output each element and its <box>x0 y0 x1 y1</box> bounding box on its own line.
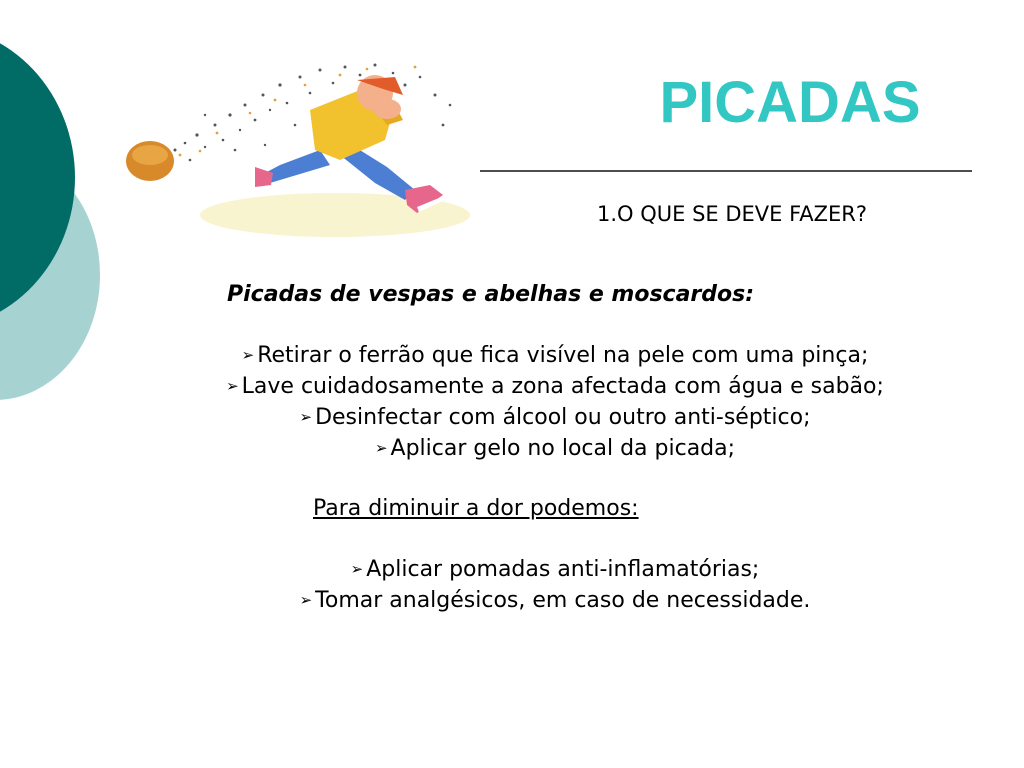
bullet-text: Retirar o ferrão que fica visível na pele com uma pinça; <box>257 343 869 368</box>
bullet-text: Aplicar gelo no local da picada; <box>390 436 736 461</box>
subsection-heading <box>205 494 905 524</box>
arrow-bullet-icon: ➢ <box>299 408 313 426</box>
person-fleeing-bees-illustration <box>105 55 470 255</box>
arrow-bullet-icon: ➢ <box>299 591 313 609</box>
list-item <box>205 433 905 464</box>
section-heading: Picadas de vespas e abelhas e moscardos: <box>227 282 755 307</box>
list-item <box>205 371 905 402</box>
list-item <box>205 340 905 371</box>
bullet-text: Aplicar pomadas anti-inflamatórias; <box>366 557 760 582</box>
arrow-bullet-icon: ➢ <box>350 560 364 578</box>
list-item <box>205 554 905 585</box>
arrow-bullet-icon: ➢ <box>374 439 388 457</box>
bullet-text: Desinfectar com álcool ou outro anti-séptico; <box>315 405 811 430</box>
list-item <box>205 402 905 433</box>
subsection-heading-text: Para diminuir a dor podemos: <box>313 496 639 521</box>
sub-bullet-list <box>205 554 905 616</box>
bullet-list <box>205 340 905 464</box>
slide-body <box>205 280 905 616</box>
list-item <box>205 585 905 616</box>
title-divider <box>480 170 972 172</box>
slide-title: PICADAS <box>659 70 921 135</box>
bullet-text: Tomar analgésicos, em caso de necessidade. <box>315 588 811 613</box>
slide-subtitle: 1.O QUE SE DEVE FAZER? <box>596 202 868 226</box>
arrow-bullet-icon: ➢ <box>241 346 255 364</box>
bullet-text: Lave cuidadosamente a zona afectada com água e sabão; <box>241 374 884 399</box>
arrow-bullet-icon: ➢ <box>226 377 239 395</box>
